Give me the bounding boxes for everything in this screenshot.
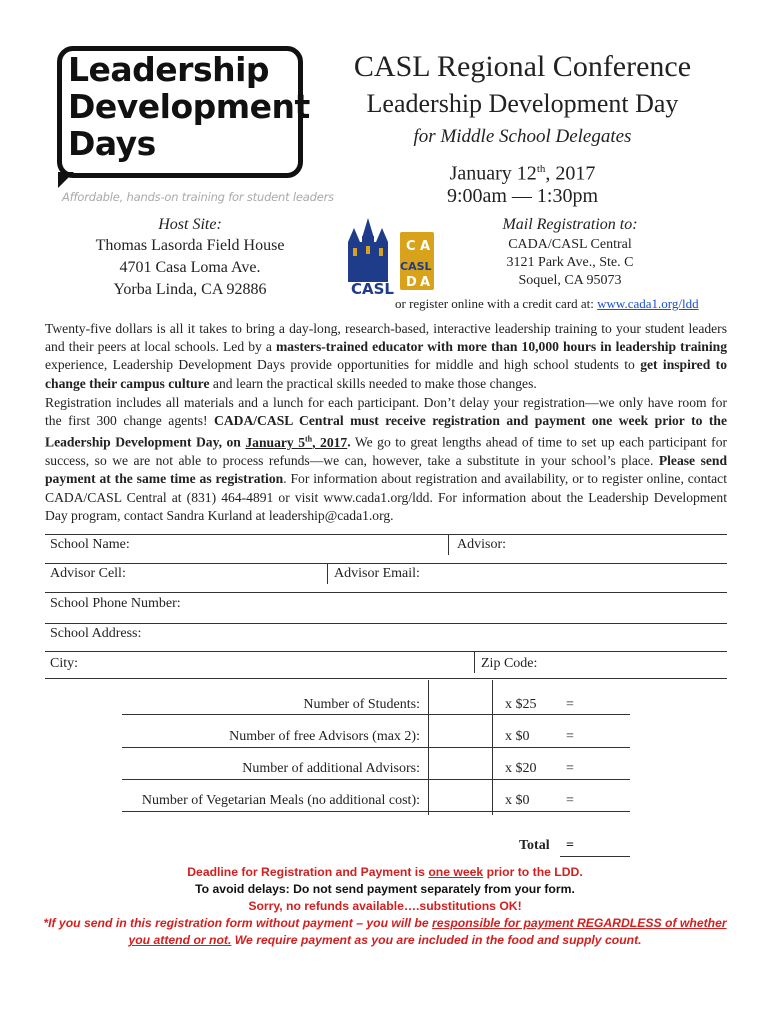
mail-street: 3121 Park Ave., Ste. C	[506, 255, 634, 270]
students-count-label: Number of Students:	[303, 697, 420, 712]
school-address-label[interactable]: School Address:	[50, 626, 142, 641]
logo-tagline: Affordable, hands-on training for student leaders	[62, 190, 334, 204]
emblem-c: C	[406, 239, 416, 254]
casl-castle-emblem	[340, 214, 445, 298]
advisor-email-label[interactable]: Advisor Email:	[334, 566, 420, 581]
total-label: Total	[519, 838, 550, 853]
school-phone-label[interactable]: School Phone Number:	[50, 596, 181, 611]
emblem-casl2: CASL	[400, 260, 432, 273]
mail-org: CADA/CASL Central	[508, 237, 632, 252]
school-name-label[interactable]: School Name:	[50, 537, 130, 552]
emblem-casl-text: CASL	[351, 280, 394, 298]
payment-warning-line-1: *If you send in this registration form without payment – you will be responsible for payment REGARDLESS of whether	[43, 916, 727, 930]
host-site-city: Yorba Linda, CA 92886	[113, 281, 267, 298]
total-equals: =	[566, 838, 574, 853]
students-equals: =	[566, 697, 574, 712]
additional-advisors-label: Number of additional Advisors:	[242, 761, 420, 776]
refund-notice: Sorry, no refunds available….substitutions OK!	[248, 899, 522, 913]
event-time: 9:00am — 1:30pm	[446, 185, 599, 207]
emblem-a2: A	[420, 275, 431, 290]
logo-line-1: Leadership	[68, 50, 270, 89]
free-advisors-label: Number of free Advisors (max 2):	[229, 729, 420, 744]
emblem-d: D	[406, 275, 417, 290]
advisor-label[interactable]: Advisor:	[457, 537, 506, 552]
logo-bubble-tail	[58, 172, 74, 188]
host-site-street: 4701 Casa Loma Ave.	[119, 259, 261, 276]
payment-warning-line-2: you attend or not. We require payment as you are included in the food and supply count.	[128, 933, 642, 947]
mail-city: Soquel, CA 95073	[518, 273, 622, 288]
additional-advisors-rate: x $20	[505, 761, 537, 776]
conference-title: CASL Regional Conference	[353, 50, 692, 83]
vegetarian-meals-equals: =	[566, 793, 574, 808]
host-site-heading: Host Site:	[158, 216, 222, 233]
event-date: January 12th, 2017	[449, 162, 596, 185]
intro-paragraph: Twenty-five dollars is all it takes to bring a day-long, research-based, interactive leadership training to your student leaders and their peers at local schools. Led by a masters-trained educator with more than 10,000 hours in leadership training experience, Leadership Development Days provide opportunities for middle and high school students to get inspired to change their campus culture and learn the practical skills needed to make those changes.	[45, 321, 727, 391]
advisor-cell-label[interactable]: Advisor Cell:	[50, 566, 126, 581]
students-rate: x $25	[505, 697, 537, 712]
payment-notice: To avoid delays: Do not send payment separately from your form.	[195, 882, 575, 896]
logo-line-2: Development	[68, 87, 310, 126]
free-advisors-equals: =	[566, 729, 574, 744]
host-site-name: Thomas Lasorda Field House	[95, 237, 285, 254]
additional-advisors-equals: =	[566, 761, 574, 776]
vegetarian-meals-label: Number of Vegetarian Meals (no additional cost):	[141, 793, 420, 808]
zip-code-label[interactable]: Zip Code:	[481, 656, 538, 671]
deadline-notice: Deadline for Registration and Payment is one week prior to the LDD.	[187, 865, 583, 879]
city-label[interactable]: City:	[50, 656, 79, 671]
vegetarian-meals-rate: x $0	[505, 793, 530, 808]
register-online-link[interactable]: www.cada1.org/ldd	[597, 296, 699, 311]
free-advisors-rate: x $0	[505, 729, 530, 744]
registration-paragraph: Registration includes all materials and a lunch for each participant. Don’t delay your registration—we only have room for the first 300 change agents! CADA/CASL Central must receive registration and payment one week prior to the Leadership Development Day, on January 5th, 2017. We go to great lengths ahead of time to set up each participant for success, so we are not able to process refunds—we can, however, take a substitute in your school’s place. Please send payment at the same time as registration. For information about registration and availability, or to register online, contact CADA/CASL Central at (831) 464-4891 or visit www.cada1.org/ldd. For information about the Leadership Development Day program, contact Sandra Kurland at leadership@cada1.org.	[45, 395, 728, 523]
event-subtitle: Leadership Development Day	[366, 89, 679, 118]
logo-line-3: Days	[68, 124, 156, 163]
emblem-a1: A	[420, 239, 431, 254]
mail-registration-heading: Mail Registration to:	[502, 216, 638, 233]
register-online-line: or register online with a credit card at: www.cada1.org/ldd	[395, 296, 699, 311]
audience-line: for Middle School Delegates	[413, 126, 632, 147]
